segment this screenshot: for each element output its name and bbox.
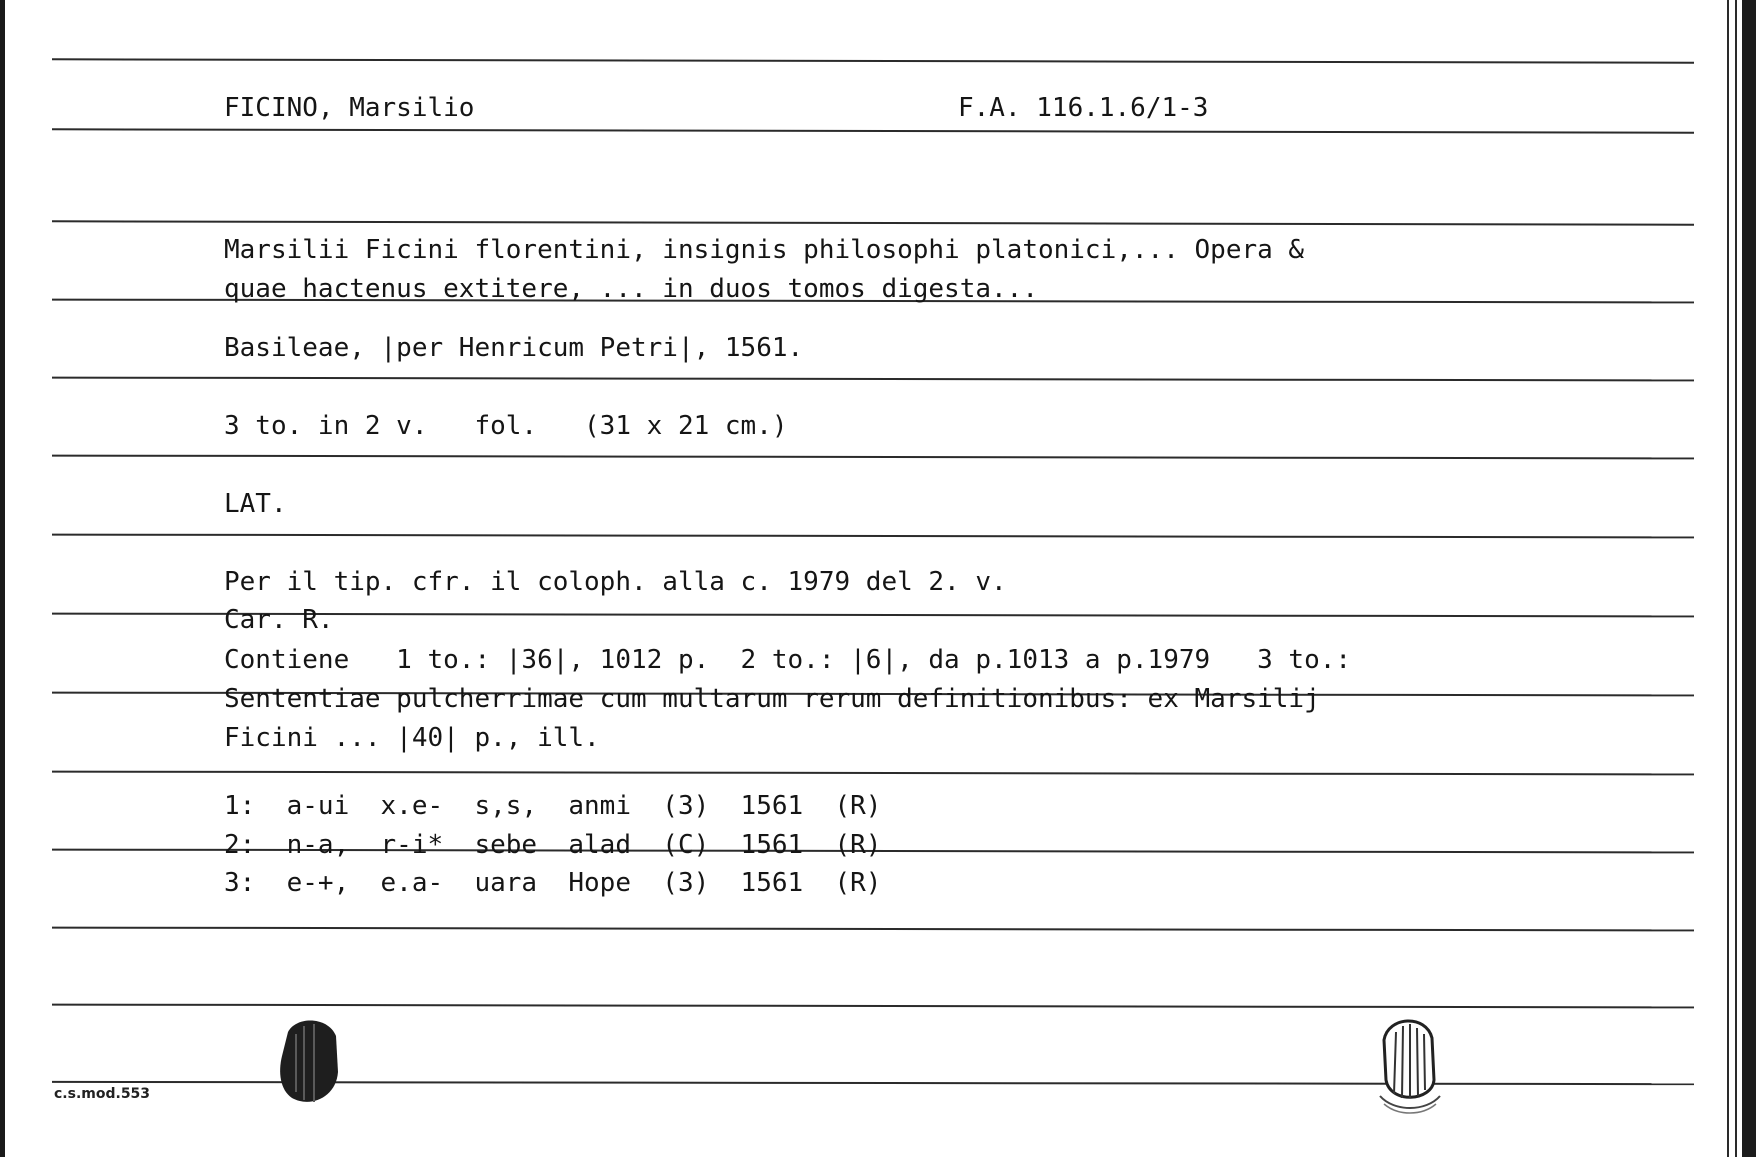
title-line-1: Marsilii Ficini florentini, insignis philosophi platonici,... Opera & [224, 235, 1305, 265]
fingerprint-line: 3: e-+, e.a- uara Hope (3) 1561 (R) [224, 868, 882, 898]
ruled-line [52, 128, 1694, 133]
punch-hole-left-icon [270, 1012, 350, 1112]
ruled-line [52, 771, 1694, 776]
note-line: Car. R. [224, 605, 334, 635]
fingerprint-line: 1: a-ui x.e- s,s, anmi (3) 1561 (R) [224, 791, 882, 821]
ruled-line [52, 1004, 1694, 1009]
punch-hole-right-icon [1370, 1010, 1450, 1118]
ruled-line [52, 58, 1694, 63]
imprint: Basileae, |per Henricum Petri|, 1561. [224, 333, 804, 363]
form-code: c.s.mod.553 [54, 1086, 151, 1102]
ruled-line [52, 455, 1694, 460]
card-right-shadow [1742, 0, 1756, 1157]
note-line: Per il tip. cfr. il coloph. alla c. 1979 del 2. v. [224, 567, 1007, 597]
note-line: Ficini ... |40| p., ill. [224, 723, 600, 753]
title-line-2: quae hactenus extitere, ... in duos tomos digesta... [224, 274, 1038, 304]
ruled-line [52, 927, 1694, 932]
card-left-edge [0, 0, 5, 1157]
shelfmark: F.A. 116.1.6/1-3 [958, 93, 1209, 123]
ruled-line [52, 377, 1694, 382]
ruled-line [52, 220, 1694, 225]
fingerprint-line: 2: n-a, r-i* sebe alad (C) 1561 (R) [224, 830, 882, 860]
note-line: Contiene 1 to.: |36|, 1012 p. 2 to.: |6|, da p.1013 a p.1979 3 to.: [224, 645, 1352, 675]
author-heading: FICINO, Marsilio [224, 93, 475, 123]
physical-description: 3 to. in 2 v. fol. (31 x 21 cm.) [224, 411, 788, 441]
language: LAT. [224, 489, 287, 519]
note-line: Sententiae pulcherrimae cum multarum rerum definitionibus: ex Marsilij [224, 684, 1320, 714]
ruled-line [52, 534, 1694, 539]
